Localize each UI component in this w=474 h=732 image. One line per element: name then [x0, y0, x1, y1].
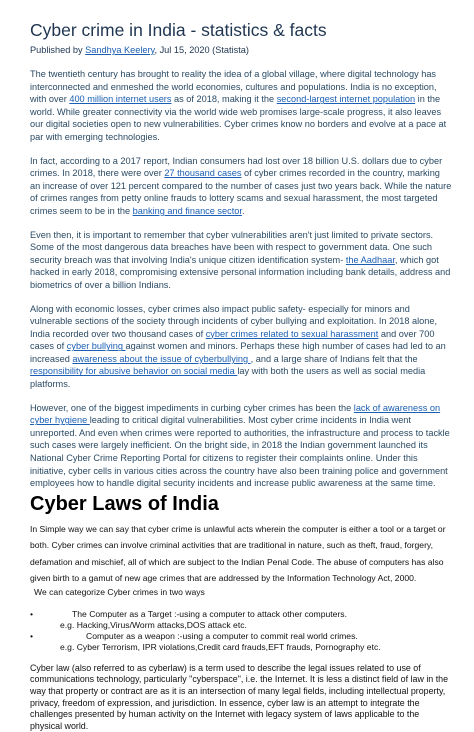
paragraph-1 [30, 68, 452, 144]
p2-text-b: of cyber crimes recorded in the country, marking an increase of over 121 percent compared to the number of cases just two years back. While the nature of crimes ranges from petty online frauds to lottery scams and sexual harassment, the most targeted crimes seem to be in the [30, 168, 452, 216]
bullet-target-text: The Computer as a Target :-using a computer to attack other computers. [72, 608, 347, 619]
cyber-hygiene-link[interactable]: lack of awareness on cyber hygiene [30, 402, 441, 426]
p5-text-b: leading to critical digital vulnerabilities. Most cyber crime incidents in India went unreported. And even when crimes were reported to authorities, the infrastructure and process to tackle such cases were largely inefficient. On the bright side, in 2018 the Indian government launched its National Cyber Crime Reporting Portal for citizens to register their complaints online. Under this initiative, cyber cells in various cities across the country have also been training police and government employees how to handle digital security incidents and increase public awareness at the same time. [30, 415, 450, 489]
bullet-icon: • [30, 630, 34, 641]
bullet-weapon-text: Computer as a weapon :-using a computer to commit real world crimes. [86, 630, 358, 641]
p1-text-a: The twentieth century has brought to reality the idea of a global village, where digital technology has interconnected and enmeshed the world economies, cultures and populations. India is no exception, with over [30, 69, 437, 105]
example-target: e.g. Hacking,Virus/Worm attacks,DOS attack etc. [60, 619, 247, 630]
paragraph-3 [30, 229, 452, 292]
p2-text-a: In fact, according to a 2017 report, Indian consumers had lost over 18 billion U.S. dollars due to cyber crimes. In 2018, there were over [30, 155, 443, 179]
article-title: Cyber crime in India - statistics & facts [30, 20, 327, 40]
p4-text-e: lay with both the users as well as social media platforms. [30, 366, 426, 390]
p3-text-a: Even then, it is important to remember that cyber vulnerabilities aren't just limited to private sectors. Some of the most dangerous data breaches have been with respect to government data. One such security breach was that involving India's unique citizen identification system- [30, 229, 434, 265]
sexual-harassment-link[interactable]: cyber crimes related to sexual harassment [205, 328, 379, 339]
cyber-law-definition: Cyber law (also referred to as cyberlaw) is a term used to describe the legal issues related to use of communications technology, particularly "cyberspace", i.e. the Internet. It is less a distinct field of law in the way that property or contract are as it is an intersection of many legal fields, including intellectual property, privacy, freedom of expression, and jurisdiction. In essence, cyber law is an attempt to integrate the challenges presented by human activity on the Internet with legacy system of laws applicable to the physical world. [30, 662, 449, 731]
bullet-icon: • [30, 608, 34, 619]
example-weapon: e.g. Cyber Terrorism, IPR violations,Credit card frauds,EFT frauds, Pornography etc. [60, 641, 381, 652]
p1-text-b: as of 2018, making it the [171, 94, 277, 105]
byline-prefix: Published by [30, 45, 86, 55]
p4-text-a: Along with economic losses, cyber crimes also impact public safety- especially for minors and vulnerable sections of the society through incidents of cyber bullying and exploitation. In 2018 alone, India recorded over two thousand cases of [30, 303, 438, 339]
categorize-line: We can categorize Cyber crimes in two ways [34, 586, 205, 597]
section-heading: Cyber Laws of India [30, 492, 219, 515]
p5-text-a: However, one of the biggest impediments in curbing cyber crimes has been the [30, 402, 354, 413]
cyber-bullying-link[interactable]: cyber bullying [66, 341, 126, 352]
byline [30, 44, 452, 56]
awareness-cyberbullying-link[interactable]: awareness about the issue of cyberbullying [72, 353, 251, 364]
author-link[interactable]: Sandhya Keelery [85, 45, 155, 55]
internet-users-link[interactable]: 400 million internet users [69, 94, 172, 105]
bullet-item-weapon [30, 631, 452, 642]
p3-text-b: , which got hacked in early 2018, compromising extensive personal information including bank details, address and biometrics of over a billion Indians. [30, 254, 451, 290]
banking-sector-link[interactable]: banking and finance sector [132, 205, 242, 216]
p2-text-c: . [241, 205, 245, 216]
p4-text-c: against women and minors. Perhaps these high number of cases had led to an increased [30, 341, 446, 364]
internet-population-link[interactable]: second-largest internet population [276, 94, 416, 105]
paragraph-4 [30, 303, 452, 391]
p1-text-c: in the world. While greater connectivity via the world wide web promises large-scale progress, it also leaves our digital societies open to new vulnerabilities. Cyber crimes know no borders and evolve at a pace at par with emerging technologies. [30, 94, 447, 142]
paragraph-5 [30, 402, 452, 490]
bullet-item-target [30, 609, 452, 620]
section-intro: In Simple way we can say that cyber crime is unlawful acts wherein the computer is either a tool or a target or both. Cyber crimes can involve criminal activities that are traditional in nature, such as theft, fraud, forgery, defamation and mischief, all of which are subject to the Indian Penal Code. The abuse of computers has also given birth to a gamut of new age crimes that are addressed by the Information Technology Act, 2000. [30, 523, 446, 584]
paragraph-2 [30, 155, 452, 218]
social-media-responsibility-link[interactable]: responsibility for abusive behavior on social media [30, 366, 238, 377]
cases-link[interactable]: 27 thousand cases [164, 168, 242, 179]
aadhaar-link[interactable]: the Aadhaar [345, 254, 395, 265]
p4-text-b: and over 700 cases of [30, 328, 435, 352]
byline-date-source: , Jul 15, 2020 (Statista) [154, 45, 249, 55]
p4-text-d: , and a large share of Indians felt that the [250, 353, 418, 364]
